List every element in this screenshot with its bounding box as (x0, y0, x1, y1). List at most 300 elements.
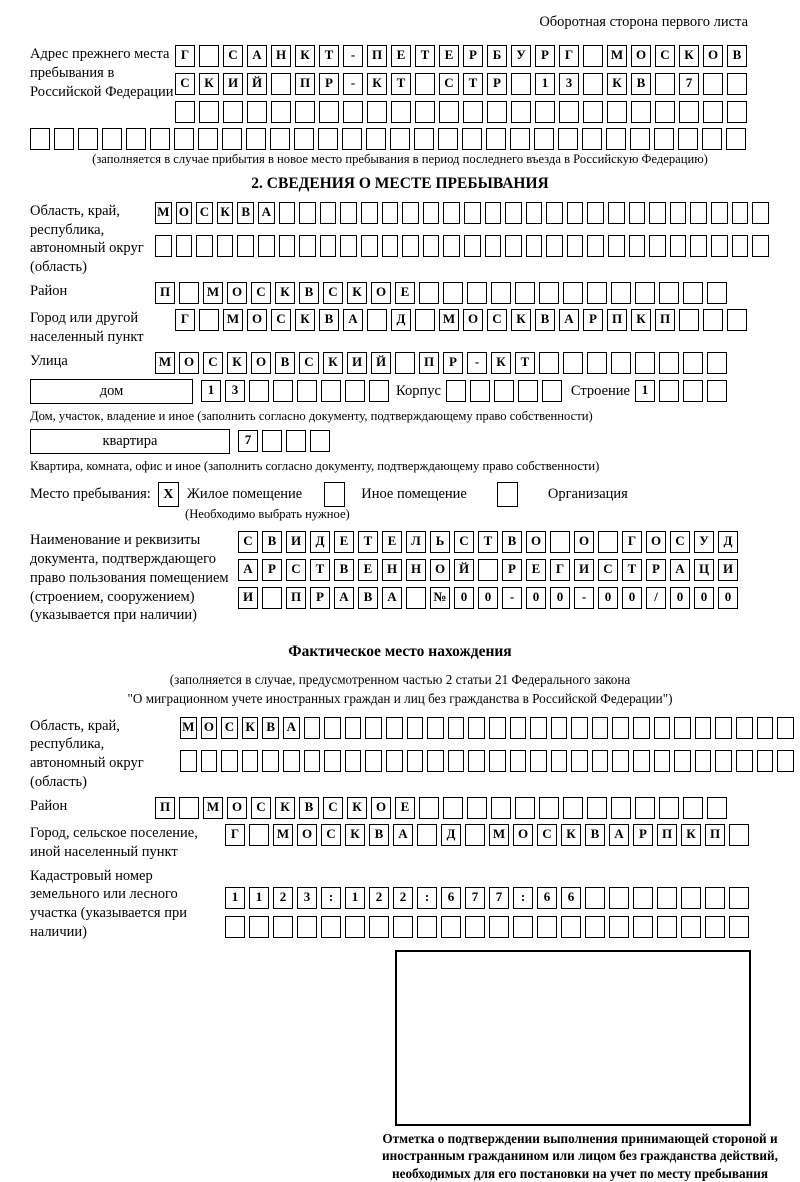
char-box[interactable] (486, 128, 506, 150)
char-box[interactable] (478, 559, 498, 581)
char-box[interactable]: 1 (345, 887, 365, 909)
char-box[interactable]: П (419, 352, 439, 374)
char-box[interactable] (654, 717, 671, 739)
char-box[interactable] (395, 352, 415, 374)
char-box[interactable]: К (511, 309, 531, 331)
char-box[interactable]: 0 (550, 587, 570, 609)
char-box[interactable] (343, 101, 363, 123)
char-box[interactable]: Й (454, 559, 474, 581)
char-box[interactable]: С (196, 202, 213, 224)
char-box[interactable]: А (283, 717, 300, 739)
char-box[interactable]: Т (415, 45, 435, 67)
char-box[interactable] (659, 797, 679, 819)
char-box[interactable] (297, 916, 317, 938)
char-box[interactable]: Г (622, 531, 642, 553)
char-box[interactable] (534, 128, 554, 150)
char-box[interactable] (318, 128, 338, 150)
char-box[interactable] (386, 750, 403, 772)
char-box[interactable] (598, 531, 618, 553)
char-box[interactable]: М (489, 824, 509, 846)
char-box[interactable] (563, 352, 583, 374)
char-box[interactable] (505, 235, 522, 257)
char-box[interactable]: 2 (369, 887, 389, 909)
char-box[interactable] (448, 750, 465, 772)
char-box[interactable]: : (321, 887, 341, 909)
char-box[interactable] (369, 380, 389, 402)
char-box[interactable] (567, 202, 584, 224)
char-box[interactable] (417, 824, 437, 846)
char-box[interactable] (695, 717, 712, 739)
char-box[interactable] (635, 352, 655, 374)
char-box[interactable]: П (295, 73, 315, 95)
char-box[interactable] (491, 797, 511, 819)
char-box[interactable]: В (727, 45, 747, 67)
char-box[interactable]: О (297, 824, 317, 846)
char-box[interactable] (443, 202, 460, 224)
char-box[interactable] (361, 235, 378, 257)
char-box[interactable] (491, 282, 511, 304)
char-box[interactable]: В (334, 559, 354, 581)
char-box[interactable] (659, 352, 679, 374)
char-box[interactable] (611, 282, 631, 304)
char-box[interactable] (633, 916, 653, 938)
char-box[interactable]: С (221, 717, 238, 739)
char-box[interactable] (415, 101, 435, 123)
char-box[interactable] (729, 887, 749, 909)
char-box[interactable]: И (238, 587, 258, 609)
char-box[interactable] (707, 380, 727, 402)
char-box[interactable] (703, 309, 723, 331)
char-box[interactable] (703, 73, 723, 95)
char-box[interactable]: 0 (718, 587, 738, 609)
char-box[interactable] (249, 916, 269, 938)
char-box[interactable]: В (502, 531, 522, 553)
char-box[interactable] (247, 101, 267, 123)
char-box[interactable]: 7 (465, 887, 485, 909)
char-box[interactable] (539, 352, 559, 374)
char-box[interactable]: М (439, 309, 459, 331)
char-box[interactable] (530, 717, 547, 739)
char-box[interactable] (223, 101, 243, 123)
char-box[interactable]: 0 (598, 587, 618, 609)
char-box[interactable] (583, 45, 603, 67)
char-box[interactable]: С (454, 531, 474, 553)
char-box[interactable] (732, 202, 749, 224)
char-box[interactable]: К (345, 824, 365, 846)
char-box[interactable] (489, 750, 506, 772)
char-box[interactable] (690, 235, 707, 257)
char-box[interactable] (715, 750, 732, 772)
char-box[interactable] (551, 717, 568, 739)
char-box[interactable] (777, 750, 794, 772)
char-box[interactable] (342, 128, 362, 150)
char-box[interactable] (489, 717, 506, 739)
char-box[interactable]: С (670, 531, 690, 553)
char-box[interactable]: М (203, 797, 223, 819)
char-box[interactable] (393, 916, 413, 938)
char-box[interactable]: О (227, 797, 247, 819)
char-box[interactable] (707, 282, 727, 304)
char-box[interactable] (546, 202, 563, 224)
char-box[interactable]: 0 (622, 587, 642, 609)
char-box[interactable] (467, 797, 487, 819)
char-box[interactable]: В (299, 797, 319, 819)
char-box[interactable] (179, 282, 199, 304)
char-box[interactable]: А (247, 45, 267, 67)
char-box[interactable] (558, 128, 578, 150)
char-box[interactable]: Ь (430, 531, 450, 553)
char-box[interactable]: Й (247, 73, 267, 95)
char-box[interactable]: К (367, 73, 387, 95)
char-box[interactable]: К (295, 45, 315, 67)
char-box[interactable] (297, 380, 317, 402)
char-box[interactable] (304, 750, 321, 772)
char-box[interactable]: В (299, 282, 319, 304)
kvartira-type-box[interactable]: квартира (30, 429, 230, 454)
char-box[interactable] (727, 309, 747, 331)
char-box[interactable]: О (251, 352, 271, 374)
char-box[interactable] (199, 45, 219, 67)
char-box[interactable] (587, 797, 607, 819)
char-box[interactable]: Р (583, 309, 603, 331)
char-box[interactable]: Д (441, 824, 461, 846)
char-box[interactable] (659, 380, 679, 402)
char-box[interactable] (683, 352, 703, 374)
char-box[interactable]: К (275, 797, 295, 819)
char-box[interactable] (321, 380, 341, 402)
char-box[interactable] (262, 587, 282, 609)
char-box[interactable] (470, 380, 490, 402)
char-box[interactable] (320, 235, 337, 257)
inoe-checkbox[interactable] (324, 482, 345, 507)
char-box[interactable] (324, 717, 341, 739)
char-box[interactable]: О (247, 309, 267, 331)
char-box[interactable] (468, 750, 485, 772)
char-box[interactable] (221, 750, 238, 772)
char-box[interactable] (551, 750, 568, 772)
char-box[interactable]: Т (319, 45, 339, 67)
char-box[interactable] (727, 73, 747, 95)
char-box[interactable] (571, 717, 588, 739)
char-box[interactable]: И (223, 73, 243, 95)
char-box[interactable]: С (598, 559, 618, 581)
char-box[interactable]: С (321, 824, 341, 846)
char-box[interactable]: № (430, 587, 450, 609)
char-box[interactable]: С (487, 309, 507, 331)
char-box[interactable] (485, 202, 502, 224)
char-box[interactable] (505, 202, 522, 224)
char-box[interactable]: 0 (478, 587, 498, 609)
char-box[interactable] (30, 128, 50, 150)
char-box[interactable] (423, 202, 440, 224)
char-box[interactable]: К (199, 73, 219, 95)
char-box[interactable]: К (217, 202, 234, 224)
char-box[interactable] (583, 101, 603, 123)
char-box[interactable] (174, 128, 194, 150)
char-box[interactable] (299, 202, 316, 224)
char-box[interactable] (587, 282, 607, 304)
char-box[interactable]: Е (526, 559, 546, 581)
char-box[interactable] (757, 750, 774, 772)
char-box[interactable]: К (347, 282, 367, 304)
char-box[interactable] (630, 128, 650, 150)
char-box[interactable]: К (491, 352, 511, 374)
char-box[interactable] (126, 128, 146, 150)
char-box[interactable] (150, 128, 170, 150)
char-box[interactable]: 3 (297, 887, 317, 909)
char-box[interactable] (406, 587, 426, 609)
char-box[interactable] (683, 797, 703, 819)
char-box[interactable] (286, 430, 306, 452)
char-box[interactable]: А (382, 587, 402, 609)
char-box[interactable] (382, 202, 399, 224)
char-box[interactable] (583, 73, 603, 95)
char-box[interactable]: М (203, 282, 223, 304)
char-box[interactable]: О (179, 352, 199, 374)
char-box[interactable] (438, 128, 458, 150)
char-box[interactable] (467, 282, 487, 304)
char-box[interactable] (464, 202, 481, 224)
char-box[interactable]: С (251, 797, 271, 819)
char-box[interactable]: 3 (225, 380, 245, 402)
char-box[interactable] (510, 128, 530, 150)
char-box[interactable]: С (655, 45, 675, 67)
char-box[interactable]: 3 (559, 73, 579, 95)
char-box[interactable] (443, 282, 463, 304)
char-box[interactable] (606, 128, 626, 150)
char-box[interactable] (180, 750, 197, 772)
char-box[interactable]: 7 (679, 73, 699, 95)
char-box[interactable] (726, 128, 746, 150)
char-box[interactable]: О (227, 282, 247, 304)
char-box[interactable] (679, 101, 699, 123)
char-box[interactable] (242, 750, 259, 772)
char-box[interactable]: 1 (635, 380, 655, 402)
char-box[interactable] (427, 717, 444, 739)
char-box[interactable] (201, 750, 218, 772)
char-box[interactable]: : (417, 887, 437, 909)
char-box[interactable]: М (273, 824, 293, 846)
char-box[interactable] (419, 797, 439, 819)
char-box[interactable] (526, 235, 543, 257)
char-box[interactable]: - (467, 352, 487, 374)
char-box[interactable]: П (655, 309, 675, 331)
char-box[interactable] (494, 380, 514, 402)
char-box[interactable] (635, 282, 655, 304)
char-box[interactable] (443, 235, 460, 257)
char-box[interactable]: О (176, 202, 193, 224)
char-box[interactable]: О (371, 797, 391, 819)
char-box[interactable]: О (703, 45, 723, 67)
char-box[interactable] (683, 380, 703, 402)
char-box[interactable]: В (535, 309, 555, 331)
char-box[interactable]: О (430, 559, 450, 581)
char-box[interactable]: - (343, 73, 363, 95)
char-box[interactable]: Р (262, 559, 282, 581)
char-box[interactable]: О (646, 531, 666, 553)
char-box[interactable] (587, 352, 607, 374)
char-box[interactable] (705, 916, 725, 938)
char-box[interactable]: А (393, 824, 413, 846)
char-box[interactable] (196, 235, 213, 257)
char-box[interactable] (707, 352, 727, 374)
char-box[interactable] (711, 202, 728, 224)
char-box[interactable] (539, 797, 559, 819)
char-box[interactable] (367, 101, 387, 123)
char-box[interactable]: Р (646, 559, 666, 581)
char-box[interactable]: Т (478, 531, 498, 553)
char-box[interactable]: М (155, 202, 172, 224)
char-box[interactable] (463, 101, 483, 123)
char-box[interactable]: Е (395, 797, 415, 819)
char-box[interactable]: Д (391, 309, 411, 331)
char-box[interactable]: О (631, 45, 651, 67)
char-box[interactable] (487, 101, 507, 123)
char-box[interactable] (582, 128, 602, 150)
char-box[interactable] (670, 202, 687, 224)
char-box[interactable] (262, 750, 279, 772)
char-box[interactable]: 0 (670, 587, 690, 609)
char-box[interactable]: В (319, 309, 339, 331)
char-box[interactable] (511, 101, 531, 123)
char-box[interactable] (386, 717, 403, 739)
char-box[interactable] (629, 235, 646, 257)
char-box[interactable]: В (631, 73, 651, 95)
char-box[interactable] (446, 380, 466, 402)
char-box[interactable] (295, 101, 315, 123)
char-box[interactable] (465, 824, 485, 846)
char-box[interactable] (635, 797, 655, 819)
char-box[interactable]: 6 (561, 887, 581, 909)
char-box[interactable] (611, 797, 631, 819)
char-box[interactable]: А (258, 202, 275, 224)
char-box[interactable]: К (607, 73, 627, 95)
char-box[interactable] (340, 202, 357, 224)
char-box[interactable]: Е (358, 559, 378, 581)
char-box[interactable] (513, 916, 533, 938)
char-box[interactable] (679, 309, 699, 331)
char-box[interactable] (654, 128, 674, 150)
char-box[interactable] (681, 887, 701, 909)
char-box[interactable] (732, 235, 749, 257)
char-box[interactable]: Е (439, 45, 459, 67)
char-box[interactable]: Г (550, 559, 570, 581)
char-box[interactable]: Е (395, 282, 415, 304)
char-box[interactable]: П (705, 824, 725, 846)
char-box[interactable]: Б (487, 45, 507, 67)
char-box[interactable] (777, 717, 794, 739)
char-box[interactable]: 7 (238, 430, 258, 452)
char-box[interactable] (587, 235, 604, 257)
char-box[interactable] (649, 202, 666, 224)
char-box[interactable] (703, 101, 723, 123)
char-box[interactable]: 1 (225, 887, 245, 909)
char-box[interactable] (319, 101, 339, 123)
char-box[interactable]: А (343, 309, 363, 331)
char-box[interactable]: : (513, 887, 533, 909)
char-box[interactable] (423, 235, 440, 257)
char-box[interactable]: Е (382, 531, 402, 553)
char-box[interactable] (729, 916, 749, 938)
char-box[interactable]: Й (371, 352, 391, 374)
char-box[interactable] (417, 916, 437, 938)
char-box[interactable]: Р (463, 45, 483, 67)
char-box[interactable] (657, 887, 677, 909)
char-box[interactable]: - (343, 45, 363, 67)
char-box[interactable] (674, 750, 691, 772)
char-box[interactable] (727, 101, 747, 123)
char-box[interactable]: О (371, 282, 391, 304)
char-box[interactable]: С (238, 531, 258, 553)
char-box[interactable] (199, 309, 219, 331)
char-box[interactable] (246, 128, 266, 150)
char-box[interactable] (629, 202, 646, 224)
char-box[interactable]: И (347, 352, 367, 374)
char-box[interactable]: Р (502, 559, 522, 581)
char-box[interactable]: В (275, 352, 295, 374)
char-box[interactable] (539, 282, 559, 304)
char-box[interactable] (407, 750, 424, 772)
char-box[interactable] (324, 750, 341, 772)
char-box[interactable] (690, 202, 707, 224)
char-box[interactable]: В (585, 824, 605, 846)
char-box[interactable]: Т (622, 559, 642, 581)
char-box[interactable] (609, 887, 629, 909)
char-box[interactable] (270, 128, 290, 150)
char-box[interactable] (427, 750, 444, 772)
char-box[interactable]: К (323, 352, 343, 374)
char-box[interactable] (705, 887, 725, 909)
char-box[interactable]: С (251, 282, 271, 304)
char-box[interactable] (561, 916, 581, 938)
char-box[interactable] (225, 916, 245, 938)
char-box[interactable]: А (670, 559, 690, 581)
char-box[interactable] (485, 235, 502, 257)
char-box[interactable]: В (262, 717, 279, 739)
char-box[interactable]: В (358, 587, 378, 609)
char-box[interactable]: 2 (273, 887, 293, 909)
char-box[interactable] (563, 282, 583, 304)
char-box[interactable] (199, 101, 219, 123)
char-box[interactable]: 7 (489, 887, 509, 909)
char-box[interactable]: 6 (441, 887, 461, 909)
char-box[interactable] (382, 235, 399, 257)
char-box[interactable] (592, 717, 609, 739)
char-box[interactable]: С (323, 282, 343, 304)
char-box[interactable]: П (367, 45, 387, 67)
char-box[interactable]: 1 (201, 380, 221, 402)
char-box[interactable] (711, 235, 728, 257)
char-box[interactable] (585, 887, 605, 909)
char-box[interactable]: М (180, 717, 197, 739)
char-box[interactable] (715, 717, 732, 739)
char-box[interactable] (654, 750, 671, 772)
char-box[interactable] (78, 128, 98, 150)
char-box[interactable] (279, 235, 296, 257)
char-box[interactable] (345, 916, 365, 938)
char-box[interactable] (515, 797, 535, 819)
char-box[interactable] (535, 101, 555, 123)
char-box[interactable]: Д (310, 531, 330, 553)
char-box[interactable] (237, 235, 254, 257)
char-box[interactable]: К (561, 824, 581, 846)
char-box[interactable] (752, 235, 769, 257)
char-box[interactable]: С (286, 559, 306, 581)
char-box[interactable]: П (286, 587, 306, 609)
char-box[interactable]: Р (633, 824, 653, 846)
char-box[interactable]: В (262, 531, 282, 553)
char-box[interactable] (345, 750, 362, 772)
